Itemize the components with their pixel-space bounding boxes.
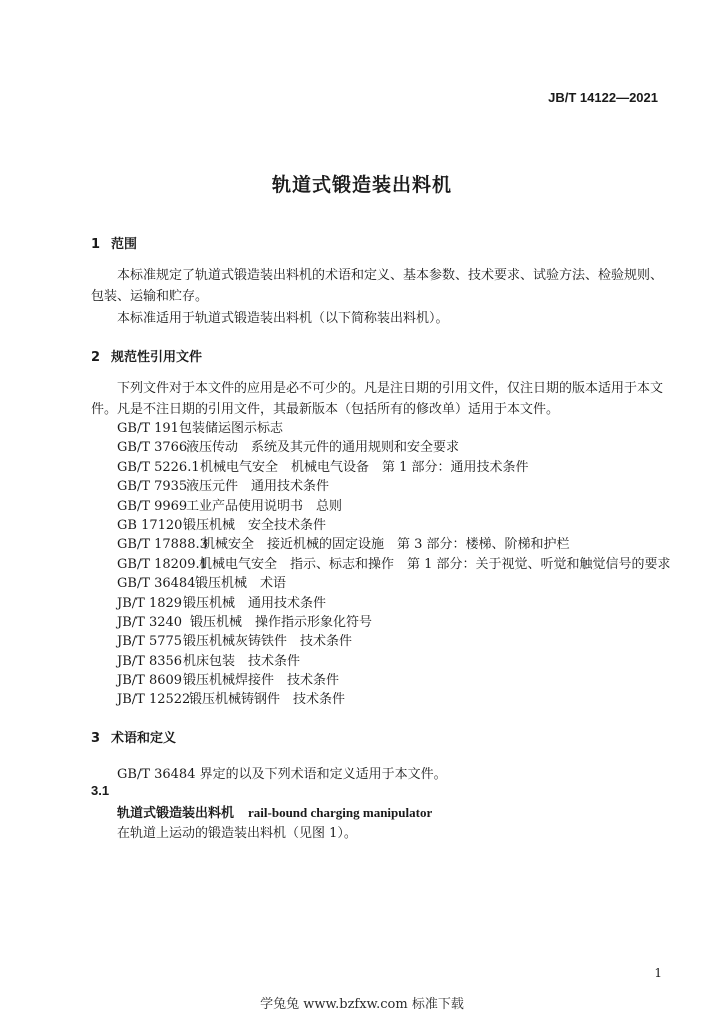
terms-intro: GB/T 36484 界定的以及下列术语和定义适用于本文件。 (117, 767, 447, 782)
reference-code: JB/T 3240 (117, 614, 183, 630)
term-name-en: rail-bound charging manipulator (248, 805, 433, 820)
reference-title: 锻压机械铸钢件 技术条件 (189, 692, 346, 708)
section-1-heading (91, 233, 137, 252)
reference-item (117, 669, 671, 688)
reference-code: JB/T 5775 (117, 634, 183, 650)
section-title: 术语和定义 (111, 731, 177, 746)
reference-title: 锻压机械 安全技术条件 (183, 517, 327, 533)
section-number: 3 (91, 731, 101, 746)
term-definition: 在轨道上运动的锻造装出料机（见图 1）。 (117, 826, 357, 841)
reference-item (117, 533, 671, 552)
reference-item (117, 553, 671, 572)
reference-code: GB/T 7935 (117, 479, 188, 495)
reference-item (117, 514, 671, 533)
reference-code: GB/T 36484 (117, 576, 196, 592)
reference-title: 机械安全 接近机械的固定设施 第 3 部分：楼梯、阶梯和护栏 (202, 537, 570, 553)
section-number: 1 (91, 237, 101, 252)
scope-paragraph-2: 本标准适用于轨道式锻造装出料机（以下简称装出料机）。 (117, 311, 449, 326)
reference-item (117, 630, 671, 649)
reference-code: GB/T 18209.1 (117, 556, 208, 572)
reference-title: 锻压机械 术语 (195, 576, 287, 592)
term-entry (117, 802, 432, 821)
reference-title: 机械电气安全 指示、标志和操作 第 1 部分：关于视觉、听觉和触觉信号的要求 (199, 556, 671, 572)
reference-item (117, 572, 671, 591)
reference-item (117, 611, 671, 630)
reference-item (117, 495, 671, 514)
reference-code: GB/T 191 (117, 421, 179, 436)
reference-item (117, 475, 671, 494)
normative-references-list (117, 417, 671, 708)
reference-item (117, 688, 671, 707)
reference-title: 锻压机械 通用技术条件 (183, 595, 327, 611)
term-name-zh: 轨道式锻造装出料机 (117, 806, 235, 821)
reference-title: 包装储运图示标志 (179, 421, 284, 436)
reference-code: GB/T 3766 (117, 440, 188, 456)
reference-code: JB/T 8356 (117, 653, 183, 669)
references-intro: 下列文件对于本文件的应用是必不可少的。凡是注日期的引用文件，仅注日期的版本适用于本文件。凡是不注日期的引用文件，其最新版本（包括所有的修改单）适用于本文件。 (91, 381, 664, 417)
section-3-heading (91, 727, 176, 746)
reference-title: 液压元件 通用技术条件 (186, 479, 330, 495)
reference-item (117, 592, 671, 611)
reference-code: GB/T 9969 (117, 498, 188, 514)
reference-title: 机床包装 技术条件 (183, 653, 301, 669)
section-2-heading (91, 346, 202, 365)
reference-code: JB/T 8609 (117, 673, 183, 689)
section-title: 范围 (111, 237, 138, 252)
download-watermark: 学兔兔 www.bzfxw.com 标准下载 (260, 997, 464, 1012)
reference-title: 机械电气安全 机械电气设备 第 1 部分：通用技术条件 (200, 459, 529, 475)
document-title: 轨道式锻造装出料机 (271, 174, 452, 196)
reference-code: GB/T 17888.3 (117, 537, 208, 553)
term-number: 3.1 (91, 783, 110, 798)
reference-code: GB/T 5226.1 (117, 459, 200, 475)
scope-paragraph-1: 本标准规定了轨道式锻造装出料机的术语和定义、基本参数、技术要求、试验方法、检验规则、包装、运输和贮存。 (91, 268, 664, 304)
reference-item (117, 650, 671, 669)
reference-code: GB 17120 (117, 517, 183, 533)
reference-code: JB/T 12522 (117, 692, 191, 708)
section-number: 2 (91, 350, 101, 365)
reference-item (117, 417, 671, 436)
reference-title: 锻压机械焊接件 技术条件 (183, 673, 340, 689)
section-title: 规范性引用文件 (111, 350, 203, 365)
standard-number: JB/T 14122—2021 (548, 90, 658, 105)
reference-title: 液压传动 系统及其元件的通用规则和安全要求 (186, 440, 460, 456)
reference-title: 锻压机械灰铸铁件 技术条件 (183, 634, 353, 650)
reference-item (117, 436, 671, 455)
reference-code: JB/T 1829 (117, 595, 183, 611)
page-number: 1 (654, 966, 662, 980)
reference-title: 工业产品使用说明书 总则 (186, 498, 343, 514)
reference-title: 锻压机械 操作指示形象化符号 (190, 614, 373, 630)
reference-item (117, 456, 671, 475)
